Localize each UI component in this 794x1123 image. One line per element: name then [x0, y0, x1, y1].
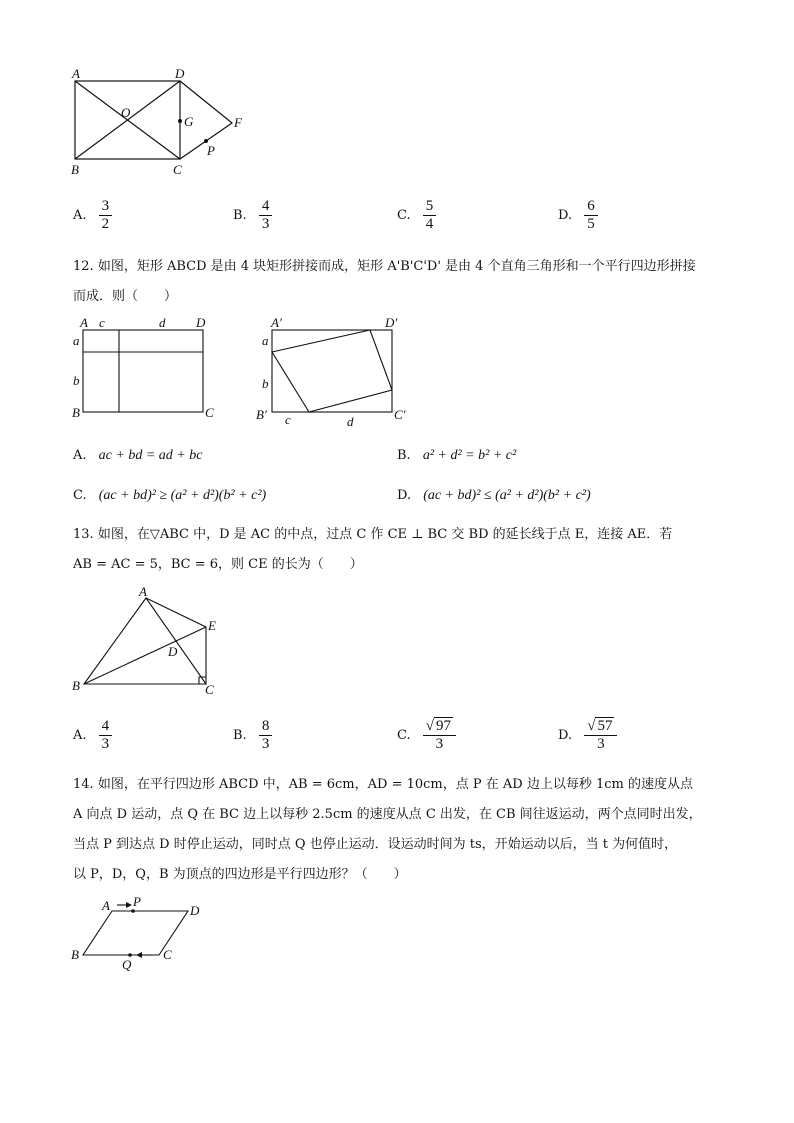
sqrt-symbol: √: [587, 718, 596, 734]
q11-label-B: B: [71, 162, 79, 177]
q13-label-C: C: [205, 682, 214, 697]
q11-label-O: O: [121, 105, 131, 120]
q13-option-d[interactable]: D. $\frac{√ 57}{3}$: [558, 718, 617, 753]
q12-fig2-label-A: A′: [271, 315, 282, 330]
q11-figure: [60, 64, 260, 184]
q11-option-b[interactable]: B. $\frac{4}{3}$: [233, 198, 272, 233]
q14-figure: [66, 893, 226, 975]
q11-label-G: G: [184, 114, 194, 129]
q13-label-E: E: [208, 618, 216, 633]
q13-option-c[interactable]: C. $\frac{√ 97}{3}$: [397, 718, 456, 753]
sqrt-symbol: √: [425, 718, 434, 734]
q12-option-d[interactable]: D. (ac + bd)² ≤ (a² + d²)(b² + c²): [397, 488, 591, 503]
q11-option-c[interactable]: C. $\frac{5}{4}$: [397, 198, 436, 233]
q13-label-A: A: [139, 584, 147, 599]
q12-fig1-label-A: A: [80, 315, 88, 330]
q12-option-b[interactable]: B. a² + d² = b² + c²: [397, 448, 517, 463]
q12-fig2-label-a: a: [262, 333, 269, 348]
q12-option-a[interactable]: A. ac + bd = ad + bc: [73, 448, 203, 463]
q12-figure-2: [252, 312, 422, 436]
q12-fig2-label-D: D′: [385, 315, 398, 330]
q12-fig1-label-B: B: [72, 405, 80, 420]
q14-label-Q: Q: [122, 957, 132, 972]
q12-fig2-label-b: b: [262, 376, 269, 391]
q12-fig2-label-C: C′: [394, 407, 406, 422]
q12-fig1-label-b: b: [73, 373, 80, 388]
q12-fig1-label-d: d: [159, 315, 166, 330]
q13-option-b[interactable]: B. $\frac{8}{3}$: [233, 718, 272, 753]
q12-fig2-label-B: B′: [256, 407, 267, 422]
q13-stem: [73, 520, 753, 580]
q12-fig1-label-c: c: [99, 315, 105, 330]
q14-line4: 以 P，D，Q，B 为顶点的四边形是平行四边形？（ ）: [73, 867, 407, 882]
q12-fig1-label-D: D: [196, 315, 206, 330]
q12-figure-1: [68, 312, 228, 432]
q13-line2: AB = AC = 5，BC = 6，则 CE 的长为（ ）: [73, 557, 363, 572]
q14-label-A: A: [102, 898, 110, 913]
q12-fig2-label-c: c: [285, 412, 291, 427]
q14-label-D: D: [190, 903, 200, 918]
q11-option-a[interactable]: A. $\frac{3}{2}$: [73, 198, 112, 233]
q12-option-c[interactable]: C. (ac + bd)² ≥ (a² + d²)(b² + c²): [73, 488, 267, 503]
q14-line2: A 向点 D 运动，点 Q 在 BC 边上以每秒 2.5cm 的速度从点 C 出发，在 CB 间往返运动，两个点同时出发，: [73, 807, 702, 822]
q13-number: 13.: [73, 527, 94, 542]
q11-option-d[interactable]: D. $\frac{6}{5}$: [558, 198, 598, 233]
q14-stem: [73, 770, 763, 890]
q14-line1: 如图，在平行四边形 ABCD 中，AB = 6cm，AD = 10cm，点 P 在 AD 边上以每秒 1cm 的速度从点: [97, 777, 693, 792]
q12-fig1-label-C: C: [205, 405, 214, 420]
q13-line1: 如图，在▽ABC 中，D 是 AC 的中点，过点 C 作 CE ⊥ BC 交 BD 的延长线于点 E，连接 AE．若: [97, 527, 673, 542]
q12-line2: 而成．则（ ）: [73, 289, 178, 304]
q13-option-a[interactable]: A. $\frac{4}{3}$: [73, 718, 112, 753]
q12-stem: [73, 252, 753, 312]
q13-label-D: D: [168, 644, 178, 659]
q11-label-A: A: [72, 66, 80, 81]
q12-fig1-label-a: a: [73, 333, 80, 348]
q11-label-D: D: [175, 66, 185, 81]
q11-label-P: P: [207, 143, 215, 158]
q11-label-C: C: [173, 162, 182, 177]
q13-figure: [66, 584, 236, 702]
q12-line1: 如图，矩形 ABCD 是由 4 块矩形拼接而成，矩形 A'B'C'D' 是由 4 个直角三角形和一个平行四边形拼接: [97, 259, 696, 274]
q14-label-P: P: [133, 894, 141, 909]
q11-label-F: F: [234, 115, 242, 130]
q14-line3: 当点 P 到达点 D 时停止运动，同时点 Q 也停止运动．设运动时间为 ts，开始运动以后，当 t 为何值时，: [73, 837, 678, 852]
q12-fig2-label-d: d: [347, 414, 354, 429]
q12-number: 12.: [73, 259, 94, 274]
q14-number: 14.: [73, 777, 94, 792]
q14-label-C: C: [163, 947, 172, 962]
q14-label-B: B: [71, 947, 79, 962]
q13-label-B: B: [72, 678, 80, 693]
